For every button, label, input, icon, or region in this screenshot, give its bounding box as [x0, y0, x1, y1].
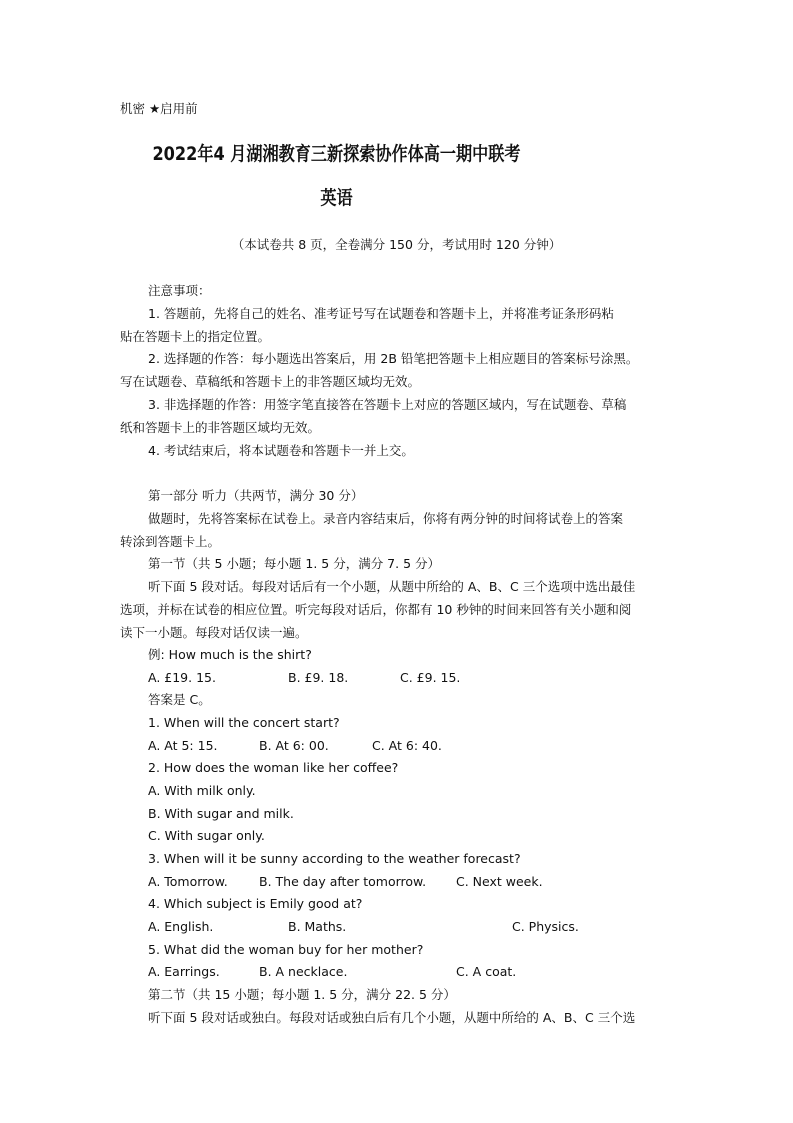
- note-1-line-2: 贴在答题卡上的指定位置。: [120, 329, 271, 344]
- question-5: 5. What did the woman buy for her mother?: [148, 942, 424, 957]
- part1-intro-line-2: 转涂到答题卡上。: [120, 534, 221, 549]
- q1-option-b: B. At 6: 00.: [259, 738, 329, 753]
- q2-option-b: B. With sugar and milk.: [148, 806, 294, 821]
- confidential-label: 机密 ★启用前: [120, 101, 198, 116]
- section1-intro-line-3: 读下一小题。每段对话仅读一遍。: [120, 625, 308, 640]
- question-1: 1. When will the concert start?: [148, 715, 340, 730]
- q3-option-b: B. The day after tomorrow.: [259, 874, 427, 889]
- example-question: 例: How much is the shirt?: [148, 647, 312, 662]
- q4-option-b: B. Maths.: [288, 919, 347, 934]
- section1-intro-line-1: 听下面 5 段对话。每段对话后有一个小题，从题中所给的 A、B、C 三个选项中选出最佳: [148, 579, 636, 594]
- q5-option-a: A. Earrings.: [148, 964, 220, 979]
- note-2-line-2: 写在试题卷、草稿纸和答题卡上的非答题区域均无效。: [120, 374, 421, 389]
- part1-heading: 第一部分 听力（共两节，满分 30 分）: [148, 488, 364, 503]
- section1-intro-line-2: 选项，并标在试卷的相应位置。听完每段对话后，你都有 10 秒钟的时间来回答有关小题和阅: [120, 602, 632, 617]
- q3-option-c: C. Next week.: [456, 874, 543, 889]
- exam-info: （本试卷共 8 页，全卷满分 150 分，考试用时 120 分钟）: [231, 237, 562, 252]
- exam-title: 2022年4 月湖湘教育三新探索协作体高一期中联考: [152, 143, 521, 165]
- notes-heading: 注意事项：: [148, 283, 211, 298]
- example-option-c: C. £9. 15.: [400, 670, 461, 685]
- example-option-b: B. £9. 18.: [288, 670, 349, 685]
- q1-option-a: A. At 5: 15.: [148, 738, 218, 753]
- question-2: 2. How does the woman like her coffee?: [148, 760, 399, 775]
- q2-option-a: A. With milk only.: [148, 783, 256, 798]
- example-option-a: A. £19. 15.: [148, 670, 216, 685]
- note-1-line-1: 1. 答题前，先将自己的姓名、准考证号写在试题卷和答题卡上，并将准考证条形码粘: [148, 306, 614, 321]
- question-3: 3. When will it be sunny according to the weather forecast?: [148, 851, 521, 866]
- section1-heading: 第一节（共 5 小题；每小题 1. 5 分，满分 7. 5 分）: [148, 556, 440, 571]
- section2-heading: 第二节（共 15 小题；每小题 1. 5 分，满分 22. 5 分）: [148, 987, 456, 1002]
- question-4: 4. Which subject is Emily good at?: [148, 896, 363, 911]
- subject-title: 英语: [320, 187, 353, 209]
- q5-option-b: B. A necklace.: [259, 964, 348, 979]
- q4-option-a: A. English.: [148, 919, 214, 934]
- q2-option-c: C. With sugar only.: [148, 828, 265, 843]
- q3-option-a: A. Tomorrow.: [148, 874, 228, 889]
- section2-intro-line-1: 听下面 5 段对话或独白。每段对话或独白后有几个小题，从题中所给的 A、B、C 三个选: [148, 1010, 636, 1025]
- q5-option-c: C. A coat.: [456, 964, 517, 979]
- note-3-line-2: 纸和答题卡上的非答题区域均无效。: [120, 420, 321, 435]
- q4-option-c: C. Physics.: [512, 919, 579, 934]
- part1-intro-line-1: 做题时，先将答案标在试卷上。录音内容结束后，你将有两分钟的时间将试卷上的答案: [148, 511, 624, 526]
- q1-option-c: C. At 6: 40.: [372, 738, 442, 753]
- note-4-line-1: 4. 考试结束后，将本试题卷和答题卡一并上交。: [148, 443, 414, 458]
- note-2-line-1: 2. 选择题的作答：每小题选出答案后，用 2B 铅笔把答题卡上相应题目的答案标号涂黑。: [148, 351, 639, 366]
- note-3-line-1: 3. 非选择题的作答：用签字笔直接答在答题卡上对应的答题区域内，写在试题卷、草稿: [148, 397, 627, 412]
- example-answer: 答案是 C。: [148, 692, 211, 707]
